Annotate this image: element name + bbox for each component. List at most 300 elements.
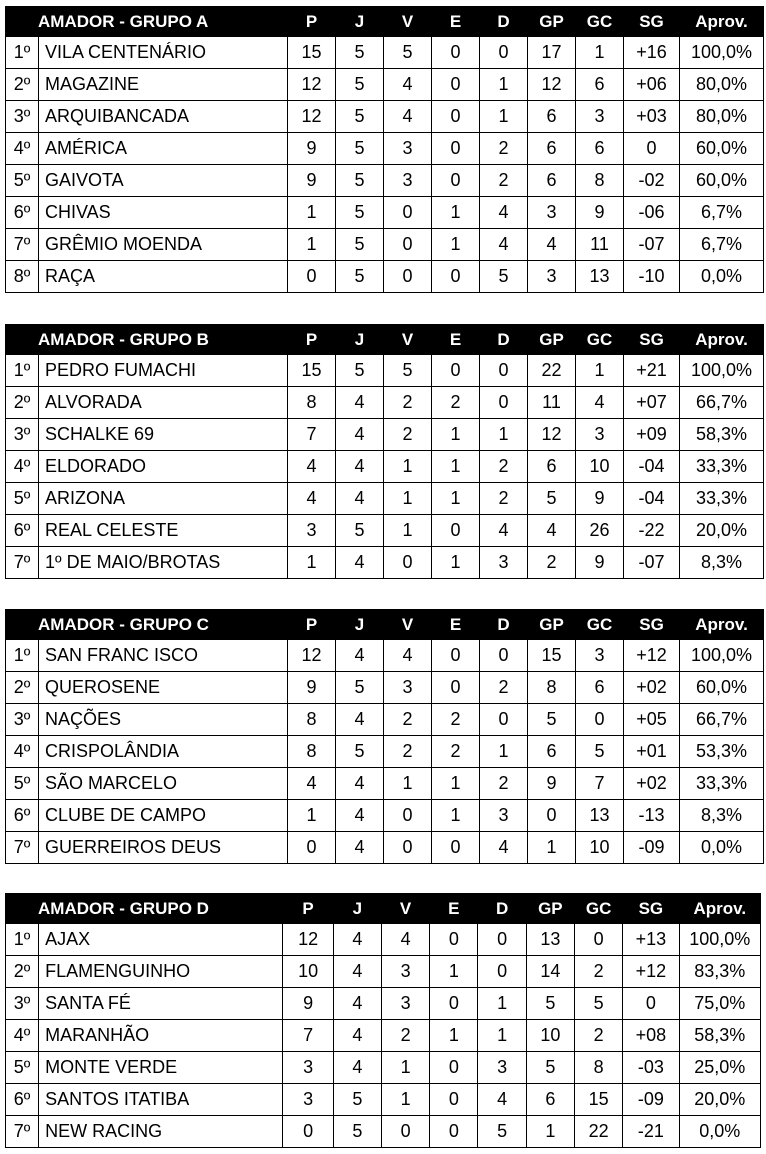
col-header-aprov: Aprov.: [680, 610, 764, 640]
goals-for-cell: 11: [528, 387, 576, 419]
points-cell: 8: [288, 704, 336, 736]
losses-cell: 2: [480, 483, 528, 515]
col-header-p: P: [288, 325, 336, 355]
goal-difference-cell: -22: [624, 515, 680, 547]
games-cell: 5: [336, 515, 384, 547]
losses-cell: 3: [480, 547, 528, 579]
col-header-gc: GC: [576, 325, 624, 355]
performance-cell: 60,0%: [680, 672, 764, 704]
goals-against-cell: 2: [574, 1020, 622, 1052]
col-header-j: J: [336, 610, 384, 640]
col-header-sg: SG: [624, 325, 680, 355]
goals-for-cell: 14: [526, 956, 574, 988]
wins-cell: 5: [384, 355, 432, 387]
goals-for-cell: 1: [528, 832, 576, 864]
goals-for-cell: 2: [528, 547, 576, 579]
col-header-v: V: [384, 610, 432, 640]
performance-cell: 25,0%: [679, 1052, 760, 1084]
points-cell: 4: [288, 768, 336, 800]
goals-for-cell: 0: [528, 800, 576, 832]
team-name-cell: SCHALKE 69: [39, 419, 288, 451]
standings-table-group-b: [5, 324, 764, 579]
draws-cell: 1: [430, 1020, 478, 1052]
col-header-j: J: [333, 894, 381, 924]
losses-cell: 1: [480, 419, 528, 451]
group-title: AMADOR - GRUPO A: [6, 7, 288, 37]
wins-cell: 1: [381, 1084, 429, 1116]
performance-cell: 60,0%: [680, 133, 764, 165]
losses-cell: 1: [480, 101, 528, 133]
goals-for-cell: 6: [528, 133, 576, 165]
wins-cell: 2: [381, 1020, 429, 1052]
position-cell: 7º: [6, 832, 39, 864]
goal-difference-cell: -13: [624, 800, 680, 832]
goals-against-cell: 10: [576, 832, 624, 864]
col-header-p: P: [283, 894, 333, 924]
performance-cell: 100,0%: [679, 924, 760, 956]
points-cell: 4: [288, 451, 336, 483]
performance-cell: 58,3%: [680, 419, 764, 451]
table-row: [6, 451, 764, 483]
games-cell: 4: [333, 1052, 381, 1084]
goal-difference-cell: -21: [623, 1116, 679, 1148]
goals-against-cell: 1: [576, 355, 624, 387]
wins-cell: 1: [384, 483, 432, 515]
col-header-aprov: Aprov.: [680, 7, 764, 37]
goals-for-cell: 15: [528, 640, 576, 672]
games-cell: 5: [336, 165, 384, 197]
col-header-e: E: [432, 610, 480, 640]
position-cell: 2º: [6, 387, 39, 419]
table-row: [6, 419, 764, 451]
games-cell: 4: [333, 988, 381, 1020]
goal-difference-cell: +03: [624, 101, 680, 133]
col-header-p: P: [288, 610, 336, 640]
points-cell: 15: [288, 355, 336, 387]
table-row: [6, 704, 764, 736]
goals-for-cell: 5: [528, 483, 576, 515]
wins-cell: 3: [381, 988, 429, 1020]
losses-cell: 1: [480, 69, 528, 101]
table-row: [6, 261, 764, 293]
performance-cell: 0,0%: [679, 1116, 760, 1148]
losses-cell: 0: [478, 956, 526, 988]
goals-for-cell: 17: [528, 37, 576, 69]
position-cell: 7º: [6, 547, 39, 579]
losses-cell: 4: [480, 515, 528, 547]
table-row: [6, 1052, 761, 1084]
position-cell: 6º: [6, 197, 39, 229]
losses-cell: 2: [480, 451, 528, 483]
goals-against-cell: 3: [576, 640, 624, 672]
group-title: AMADOR - GRUPO C: [6, 610, 288, 640]
goals-for-cell: 12: [528, 69, 576, 101]
wins-cell: 3: [384, 165, 432, 197]
group-title: AMADOR - GRUPO D: [6, 894, 283, 924]
games-cell: 4: [333, 956, 381, 988]
col-header-sg: SG: [623, 894, 679, 924]
goal-difference-cell: +05: [624, 704, 680, 736]
table-row: [6, 736, 764, 768]
wins-cell: 1: [384, 515, 432, 547]
team-name-cell: NEW RACING: [39, 1116, 283, 1148]
table-header-row: [6, 610, 764, 640]
performance-cell: 80,0%: [680, 101, 764, 133]
col-header-v: V: [381, 894, 429, 924]
goals-against-cell: 26: [576, 515, 624, 547]
losses-cell: 1: [480, 736, 528, 768]
goals-for-cell: 4: [528, 229, 576, 261]
table-row: [6, 101, 764, 133]
team-name-cell: QUEROSENE: [39, 672, 288, 704]
points-cell: 3: [283, 1084, 333, 1116]
position-cell: 3º: [6, 419, 39, 451]
goal-difference-cell: -09: [624, 832, 680, 864]
games-cell: 4: [336, 768, 384, 800]
col-header-v: V: [384, 325, 432, 355]
games-cell: 5: [336, 101, 384, 133]
points-cell: 0: [283, 1116, 333, 1148]
performance-cell: 58,3%: [679, 1020, 760, 1052]
games-cell: 5: [333, 1116, 381, 1148]
goal-difference-cell: +02: [624, 768, 680, 800]
group-title: AMADOR - GRUPO B: [6, 325, 288, 355]
goal-difference-cell: +12: [623, 956, 679, 988]
goal-difference-cell: 0: [623, 988, 679, 1020]
wins-cell: 2: [384, 736, 432, 768]
position-cell: 5º: [6, 1052, 39, 1084]
performance-cell: 66,7%: [680, 387, 764, 419]
wins-cell: 1: [384, 768, 432, 800]
draws-cell: 0: [432, 261, 480, 293]
goals-against-cell: 0: [576, 704, 624, 736]
draws-cell: 1: [432, 483, 480, 515]
goal-difference-cell: -10: [624, 261, 680, 293]
games-cell: 4: [336, 640, 384, 672]
draws-cell: 1: [432, 229, 480, 261]
goals-against-cell: 5: [576, 736, 624, 768]
goals-for-cell: 6: [526, 1084, 574, 1116]
performance-cell: 83,3%: [679, 956, 760, 988]
table-row: [6, 197, 764, 229]
wins-cell: 1: [384, 451, 432, 483]
games-cell: 5: [336, 355, 384, 387]
goal-difference-cell: +09: [624, 419, 680, 451]
performance-cell: 53,3%: [680, 736, 764, 768]
performance-cell: 33,3%: [680, 451, 764, 483]
standings-table-group-a: [5, 6, 764, 293]
table-row: [6, 229, 764, 261]
games-cell: 5: [336, 133, 384, 165]
position-cell: 6º: [6, 800, 39, 832]
draws-cell: 1: [432, 547, 480, 579]
goals-against-cell: 2: [574, 956, 622, 988]
col-header-d: D: [480, 325, 528, 355]
wins-cell: 4: [384, 640, 432, 672]
goals-for-cell: 4: [528, 515, 576, 547]
goals-against-cell: 9: [576, 547, 624, 579]
team-name-cell: NAÇÕES: [39, 704, 288, 736]
performance-cell: 33,3%: [680, 768, 764, 800]
points-cell: 15: [288, 37, 336, 69]
goals-for-cell: 5: [528, 704, 576, 736]
draws-cell: 0: [432, 355, 480, 387]
table-row: [6, 924, 761, 956]
team-name-cell: CLUBE DE CAMPO: [39, 800, 288, 832]
goals-for-cell: 5: [526, 988, 574, 1020]
goals-for-cell: 3: [528, 197, 576, 229]
draws-cell: 0: [432, 69, 480, 101]
team-name-cell: REAL CELESTE: [39, 515, 288, 547]
goals-against-cell: 6: [576, 672, 624, 704]
games-cell: 5: [336, 197, 384, 229]
losses-cell: 3: [480, 800, 528, 832]
performance-cell: 6,7%: [680, 229, 764, 261]
losses-cell: 1: [478, 988, 526, 1020]
col-header-aprov: Aprov.: [679, 894, 760, 924]
table-row: [6, 768, 764, 800]
performance-cell: 100,0%: [680, 640, 764, 672]
goal-difference-cell: +13: [623, 924, 679, 956]
games-cell: 5: [336, 261, 384, 293]
goal-difference-cell: -03: [623, 1052, 679, 1084]
losses-cell: 5: [480, 261, 528, 293]
team-name-cell: ARQUIBANCADA: [39, 101, 288, 133]
draws-cell: 0: [430, 1052, 478, 1084]
games-cell: 5: [336, 736, 384, 768]
goals-for-cell: 10: [526, 1020, 574, 1052]
table-row: [6, 1084, 761, 1116]
points-cell: 9: [288, 133, 336, 165]
position-cell: 2º: [6, 956, 39, 988]
points-cell: 9: [283, 988, 333, 1020]
draws-cell: 0: [430, 1116, 478, 1148]
draws-cell: 0: [430, 988, 478, 1020]
position-cell: 3º: [6, 704, 39, 736]
team-name-cell: ELDORADO: [39, 451, 288, 483]
points-cell: 0: [288, 261, 336, 293]
performance-cell: 20,0%: [680, 515, 764, 547]
col-header-gp: GP: [526, 894, 574, 924]
points-cell: 9: [288, 672, 336, 704]
col-header-j: J: [336, 7, 384, 37]
team-name-cell: GUERREIROS DEUS: [39, 832, 288, 864]
team-name-cell: CHIVAS: [39, 197, 288, 229]
col-header-aprov: Aprov.: [680, 325, 764, 355]
games-cell: 4: [336, 419, 384, 451]
draws-cell: 1: [432, 800, 480, 832]
goals-against-cell: 10: [576, 451, 624, 483]
team-name-cell: AMÉRICA: [39, 133, 288, 165]
standings-table-group-d: [5, 893, 761, 1148]
wins-cell: 2: [384, 704, 432, 736]
table-row: [6, 547, 764, 579]
losses-cell: 0: [480, 640, 528, 672]
col-header-gp: GP: [528, 325, 576, 355]
goal-difference-cell: +12: [624, 640, 680, 672]
position-cell: 2º: [6, 672, 39, 704]
points-cell: 12: [283, 924, 333, 956]
position-cell: 4º: [6, 451, 39, 483]
position-cell: 1º: [6, 355, 39, 387]
draws-cell: 0: [432, 37, 480, 69]
col-header-sg: SG: [624, 7, 680, 37]
wins-cell: 3: [381, 956, 429, 988]
table-row: [6, 483, 764, 515]
table-row: [6, 832, 764, 864]
goals-for-cell: 22: [528, 355, 576, 387]
table-header-row: [6, 325, 764, 355]
games-cell: 4: [336, 704, 384, 736]
performance-cell: 0,0%: [680, 261, 764, 293]
losses-cell: 5: [478, 1116, 526, 1148]
goals-for-cell: 6: [528, 451, 576, 483]
games-cell: 5: [336, 229, 384, 261]
losses-cell: 0: [480, 387, 528, 419]
points-cell: 12: [288, 101, 336, 133]
draws-cell: 2: [432, 387, 480, 419]
wins-cell: 2: [384, 419, 432, 451]
team-name-cell: RAÇA: [39, 261, 288, 293]
goals-against-cell: 8: [576, 165, 624, 197]
goals-against-cell: 3: [576, 419, 624, 451]
col-header-j: J: [336, 325, 384, 355]
team-name-cell: SANTOS ITATIBA: [39, 1084, 283, 1116]
table-row: [6, 165, 764, 197]
games-cell: 5: [336, 69, 384, 101]
table-row: [6, 515, 764, 547]
performance-cell: 100,0%: [680, 37, 764, 69]
points-cell: 1: [288, 197, 336, 229]
draws-cell: 1: [432, 451, 480, 483]
wins-cell: 2: [384, 387, 432, 419]
position-cell: 5º: [6, 483, 39, 515]
table-row: [6, 956, 761, 988]
position-cell: 3º: [6, 101, 39, 133]
goal-difference-cell: -06: [624, 197, 680, 229]
col-header-d: D: [480, 7, 528, 37]
position-cell: 6º: [6, 1084, 39, 1116]
performance-cell: 100,0%: [680, 355, 764, 387]
games-cell: 4: [336, 832, 384, 864]
goals-for-cell: 12: [528, 419, 576, 451]
table-row: [6, 640, 764, 672]
goals-against-cell: 4: [576, 387, 624, 419]
points-cell: 4: [288, 483, 336, 515]
goals-for-cell: 8: [528, 672, 576, 704]
points-cell: 1: [288, 229, 336, 261]
games-cell: 5: [333, 1084, 381, 1116]
goals-for-cell: 6: [528, 101, 576, 133]
goal-difference-cell: -04: [624, 483, 680, 515]
draws-cell: 0: [432, 832, 480, 864]
points-cell: 0: [288, 832, 336, 864]
table-row: [6, 672, 764, 704]
goals-for-cell: 6: [528, 165, 576, 197]
performance-cell: 75,0%: [679, 988, 760, 1020]
position-cell: 7º: [6, 1116, 39, 1148]
team-name-cell: AJAX: [39, 924, 283, 956]
col-header-gc: GC: [574, 894, 622, 924]
losses-cell: 0: [478, 924, 526, 956]
goal-difference-cell: -09: [623, 1084, 679, 1116]
goals-for-cell: 3: [528, 261, 576, 293]
table-row: [6, 1116, 761, 1148]
draws-cell: 2: [432, 736, 480, 768]
goals-for-cell: 1: [526, 1116, 574, 1148]
goals-for-cell: 5: [526, 1052, 574, 1084]
performance-cell: 20,0%: [679, 1084, 760, 1116]
losses-cell: 4: [480, 197, 528, 229]
wins-cell: 0: [384, 197, 432, 229]
points-cell: 7: [288, 419, 336, 451]
position-cell: 3º: [6, 988, 39, 1020]
table-row: [6, 988, 761, 1020]
wins-cell: 0: [384, 547, 432, 579]
position-cell: 1º: [6, 37, 39, 69]
position-cell: 4º: [6, 1020, 39, 1052]
position-cell: 6º: [6, 515, 39, 547]
goals-against-cell: 6: [576, 133, 624, 165]
goal-difference-cell: 0: [624, 133, 680, 165]
performance-cell: 0,0%: [680, 832, 764, 864]
team-name-cell: SANTA FÉ: [39, 988, 283, 1020]
goals-against-cell: 5: [574, 988, 622, 1020]
position-cell: 8º: [6, 261, 39, 293]
col-header-sg: SG: [624, 610, 680, 640]
standings-table-group-c: [5, 609, 764, 864]
wins-cell: 0: [384, 832, 432, 864]
goals-against-cell: 9: [576, 483, 624, 515]
wins-cell: 1: [381, 1052, 429, 1084]
games-cell: 4: [333, 1020, 381, 1052]
col-header-p: P: [288, 7, 336, 37]
table-row: [6, 133, 764, 165]
table-header-row: [6, 894, 761, 924]
table-header-row: [6, 7, 764, 37]
draws-cell: 2: [432, 704, 480, 736]
team-name-cell: CRISPOLÂNDIA: [39, 736, 288, 768]
losses-cell: 0: [480, 37, 528, 69]
team-name-cell: FLAMENGUINHO: [39, 956, 283, 988]
table-row: [6, 1020, 761, 1052]
losses-cell: 0: [480, 355, 528, 387]
draws-cell: 0: [430, 924, 478, 956]
position-cell: 5º: [6, 768, 39, 800]
wins-cell: 3: [384, 672, 432, 704]
team-name-cell: GRÊMIO MOENDA: [39, 229, 288, 261]
points-cell: 12: [288, 640, 336, 672]
col-header-gp: GP: [528, 610, 576, 640]
goal-difference-cell: +01: [624, 736, 680, 768]
goals-against-cell: 7: [576, 768, 624, 800]
team-name-cell: MARANHÃO: [39, 1020, 283, 1052]
team-name-cell: ALVORADA: [39, 387, 288, 419]
games-cell: 4: [336, 800, 384, 832]
goal-difference-cell: +08: [623, 1020, 679, 1052]
losses-cell: 0: [480, 704, 528, 736]
performance-cell: 6,7%: [680, 197, 764, 229]
draws-cell: 1: [432, 768, 480, 800]
wins-cell: 4: [384, 69, 432, 101]
goals-against-cell: 22: [574, 1116, 622, 1148]
col-header-v: V: [384, 7, 432, 37]
team-name-cell: MONTE VERDE: [39, 1052, 283, 1084]
goals-against-cell: 6: [576, 69, 624, 101]
performance-cell: 33,3%: [680, 483, 764, 515]
position-cell: 1º: [6, 640, 39, 672]
points-cell: 9: [288, 165, 336, 197]
